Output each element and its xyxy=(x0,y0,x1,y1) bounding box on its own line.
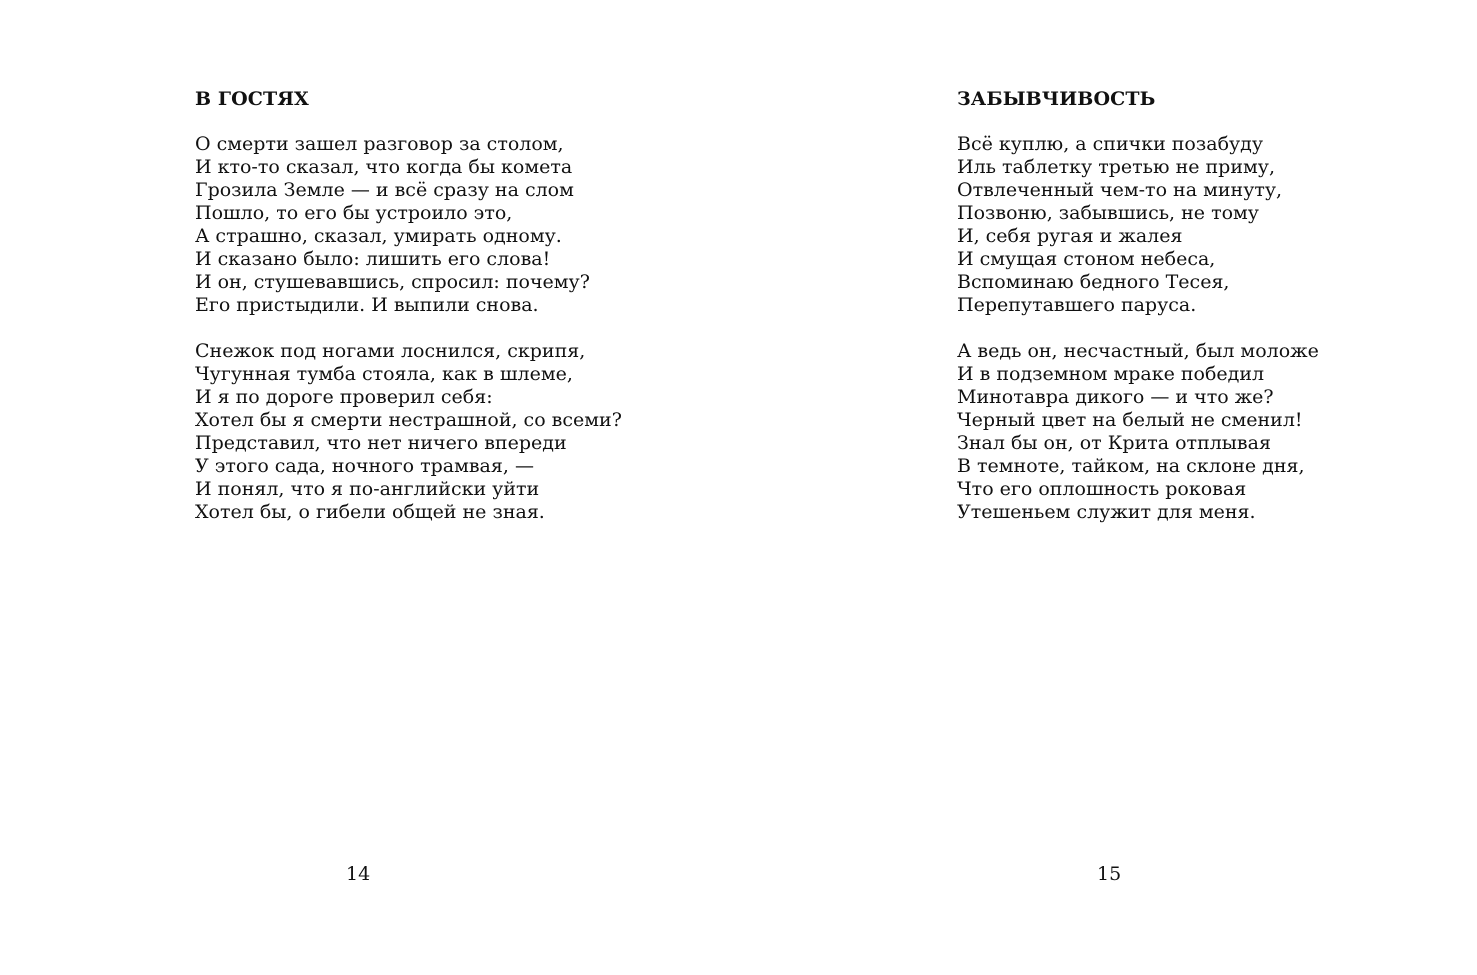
poem-line: Перепутавшего паруса. xyxy=(957,294,1197,316)
poem-line: И сказано было: лишить его слова! xyxy=(195,248,551,270)
poem-line: Чугунная тумба стояла, как в шлеме, xyxy=(195,363,573,385)
poem-line: И кто-то сказал, что когда бы комета xyxy=(195,156,573,178)
poem-line: А ведь он, несчастный, был моложе xyxy=(957,340,1319,362)
poem-line: Хотел бы, о гибели общей не зная. xyxy=(195,501,545,523)
poem-line: А страшно, сказал, умирать одному. xyxy=(195,225,562,247)
left-page xyxy=(195,0,755,975)
poem-line: О смерти зашел разговор за столом, xyxy=(195,133,564,155)
stanza-2 xyxy=(195,340,622,524)
poem-line: Позвоню, забывшись, не тому xyxy=(957,202,1259,224)
poem-line: В темноте, тайком, на склоне дня, xyxy=(957,455,1305,477)
poem-line: И смущая стоном небеса, xyxy=(957,248,1216,270)
poem-line: Его пристыдили. И выпили снова. xyxy=(195,294,539,316)
page-number: 15 xyxy=(1097,863,1122,885)
poem-title: ЗАБЫВЧИВОСТЬ xyxy=(957,88,1156,110)
poem-line: Хотел бы я смерти нестрашной, со всеми? xyxy=(195,409,622,431)
poem-line: Знал бы он, от Крита отплывая xyxy=(957,432,1271,454)
poem-line: И я по дороге проверил себя: xyxy=(195,386,493,408)
poem-line: Минотавра дикого — и что же? xyxy=(957,386,1274,408)
poem-line: Снежок под ногами лоснился, скрипя, xyxy=(195,340,586,362)
stanza-2 xyxy=(957,340,1319,524)
poem-line: Утешеньем служит для меня. xyxy=(957,501,1256,523)
poem-line: Грозила Земле — и всё сразу на слом xyxy=(195,179,574,201)
poem-line: И, себя ругая и жалея xyxy=(957,225,1183,247)
poem-line: Пошло, то его бы устроило это, xyxy=(195,202,513,224)
poem-line: И в подземном мраке победил xyxy=(957,363,1265,385)
poem-line: Что его оплошность роковая xyxy=(957,478,1247,500)
poem-title: В ГОСТЯХ xyxy=(195,88,309,110)
poem-line: У этого сада, ночного трамвая, — xyxy=(195,455,534,477)
page-number: 14 xyxy=(346,863,371,885)
poem-line: Вспоминаю бедного Тесея, xyxy=(957,271,1230,293)
poem-line: Черный цвет на белый не сменил! xyxy=(957,409,1303,431)
poem-line: И он, стушевавшись, спросил: почему? xyxy=(195,271,590,293)
poem-line: И понял, что я по-английски уйти xyxy=(195,478,540,500)
right-page xyxy=(957,0,1457,975)
poem-line: Представил, что нет ничего впереди xyxy=(195,432,567,454)
poem-line: Всё куплю, а спички позабуду xyxy=(957,133,1264,155)
poem-line: Отвлеченный чем-то на минуту, xyxy=(957,179,1283,201)
stanza-1 xyxy=(195,133,590,317)
stanza-1 xyxy=(957,133,1282,317)
poem-line: Иль таблетку третью не приму, xyxy=(957,156,1276,178)
